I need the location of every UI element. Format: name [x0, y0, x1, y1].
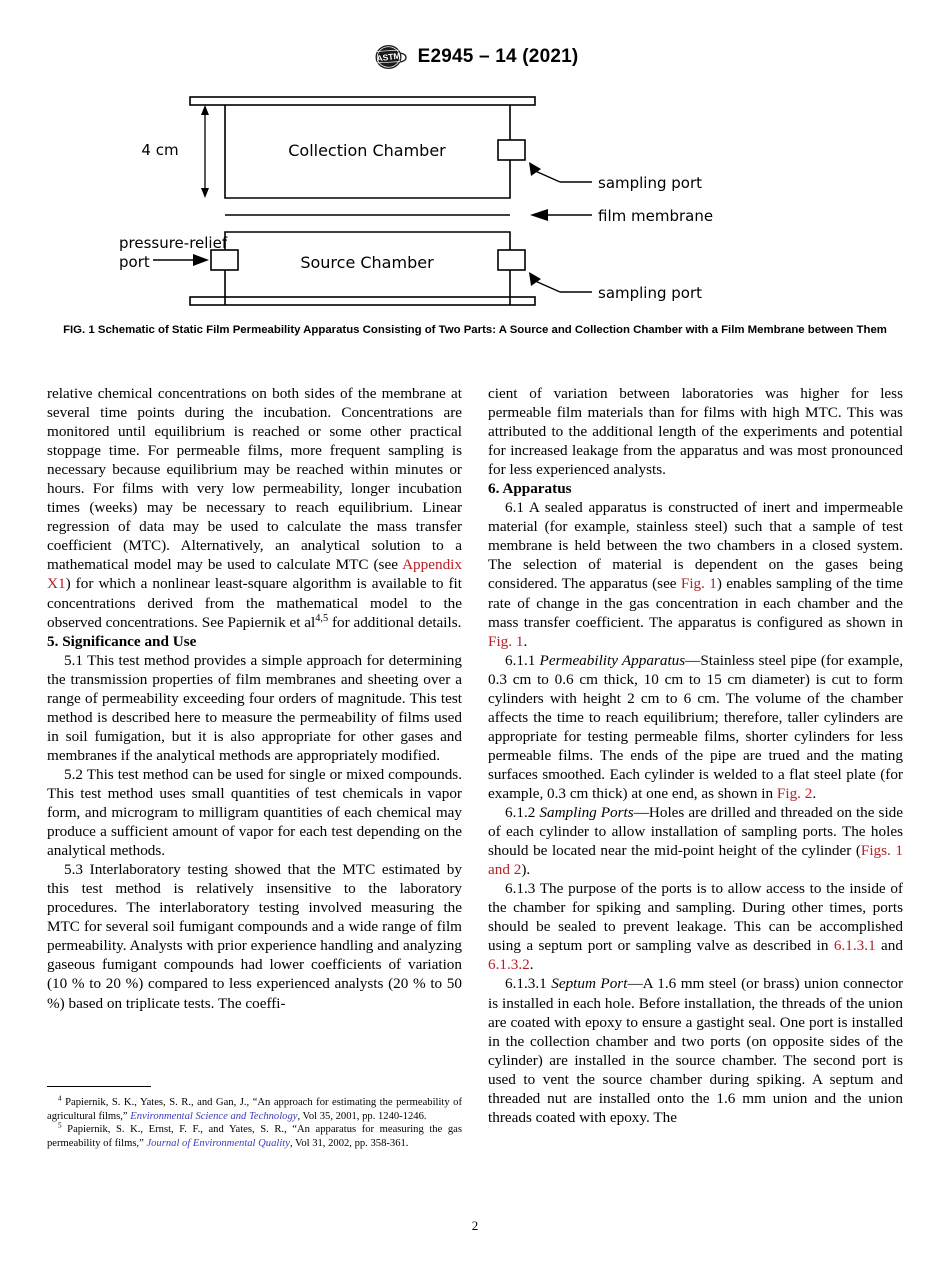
footnote-number-5: 5 [58, 1121, 62, 1130]
paragraph-text: —Holes are drilled and threaded on the side of each cylinder to allow installation of sampling ports. The holes should be located near the mid-point height of the cylinder ( [488, 804, 903, 860]
xref-figs-1-and-2[interactable]: Figs. 1 and 2 [488, 842, 904, 879]
figure-1-svg [105, 92, 845, 317]
astm-logo-icon [372, 44, 408, 70]
figure-label-collection-chamber: Collection Chamber [288, 141, 446, 160]
paragraph-5-1: 5.1 This test method provides a simple approach for determining the transmission properties of film membranes and sheeting over a range of permeability exceeding four orders of magnitude. This test method is described here to measure the permeability of films used in soil fumigation, but it is also appropriate for other gases and membranes if the analytical methods are appropriately modified. [47, 651, 462, 764]
paragraph-run-in-title: Septum Port [551, 975, 628, 993]
paragraph-text: —A 1.6 mm steel (or brass) union connector is installed in each hole. Before installation, the threads of the union are coated with epoxy to ensure a gastight seal. One port is installed in the collection chamber and two ports (on opposite sides of the cylinder) are installed in the source chamber. The second port is used to vent the source chamber during spiking. A septum and threaded nut are installed onto the 1.6 mm union and the union threads coated with epoxy. The [488, 975, 904, 1126]
svg-text:ASTM: ASTM [375, 50, 401, 64]
page-number: 2 [471, 1218, 479, 1233]
footnote-text: Papiernik, S. K., Ernst, F. F., and Yates, S. R., “An apparatus for measuring the gas permeability of films,” [47, 1124, 462, 1149]
paragraph-text: 6.1.3 The purpose of the ports is to allow access to the inside of the chamber for spiking and sampling. During other times, ports should be sealed to prevent leakage. This can be accomplished using a septum port or sampling valve as described in [488, 880, 903, 955]
leader-arrow-film-membrane [530, 209, 548, 221]
figure-label-sampling-port-top: sampling port [598, 174, 703, 192]
figure-label-film-membrane: film membrane [598, 207, 714, 225]
figure-label-height-dimension: 4 cm [141, 141, 179, 159]
footnote-journal-title[interactable]: Environmental Science and Technology [130, 1110, 298, 1122]
section-heading-5: 5. Significance and Use [47, 632, 197, 650]
document-designation: E2945 – 14 (2021) [417, 46, 579, 67]
paragraph-5-3: 5.3 Interlaboratory testing showed that the MTC estimated by this test method is relatively insensitive to the laboratory procedures. The interlaboratory testing involved measuring the MTC for several soil fumigant compounds and a wide range of film permeability. Analysts with prior experience handling and analyzing gaseous fumigant compounds had lower coefficients of variation (10 % to 20 %) compared to less experienced analysts (20 % to 50 %) based on triplicate tests. The coeffi- [47, 861, 462, 1012]
leader-arrow-sampling-port-top [529, 162, 541, 176]
section-heading-6: 6. Apparatus [488, 480, 572, 498]
xref-fig-1-a[interactable]: Fig. 1 [680, 575, 717, 593]
paragraph-text: relative chemical concentrations on both sides of the membrane at several time points during the incubation. Concentrations are monitored until equilibrium is reached or some other practical stoppage time. For permeable films, more frequent sampling is necessary because equilibrium may be reached within minutes or hours. For films with very low permeability, longer incubation times (weeks) may be necessary to reach equilibrium. Linear regression of data may be used to calculate the mass transfer coefficient (MTC). Alternatively, an analytical solution to a mathematical model may be used to calculate MTC (see [47, 385, 462, 574]
paragraph-6-1-3 [488, 879, 903, 974]
leader-arrow-pressure-relief-port [193, 254, 209, 266]
figure-1-schematic [0, 92, 950, 317]
paragraph-text-3: . [523, 632, 528, 650]
paragraph-text-2: ) enables sampling of the time rate of change in the gas concentration in each chamber and the mass transfer coefficient. The apparatus is configured as shown in [488, 575, 904, 631]
paragraph-run-in-title: Permeability Apparatus [539, 651, 686, 669]
paragraph-continued-right: cient of variation between laboratories was higher for less permeable film materials than for films with high MTC. This was attributed to the additional length of the experiments and potential for increased leakage from the apparatus and was most pronounced for less experienced analysts. [488, 385, 903, 479]
paragraph-6-1-2 [488, 803, 903, 879]
paragraph-6-1 [488, 498, 903, 650]
dimension-arrow-up [201, 105, 209, 115]
figure-label-source-chamber: Source Chamber [300, 253, 434, 272]
paragraph-number: 6.1.1 [505, 651, 540, 669]
footnote-text-2: , Vol 31, 2002, pp. 358-361. [289, 1137, 409, 1149]
paragraph-text-3: for additional details. [328, 613, 462, 631]
figure-label-sampling-port-bottom: sampling port [598, 284, 703, 302]
page-header [0, 44, 950, 70]
footnote-5 [47, 1123, 462, 1150]
paragraph-text-2: ) for which a nonlinear least-square algorithm is available to fit concentrations derived from the mathematical model to the observed concentrations. See Papiernik et al [47, 575, 462, 631]
xref-fig-1-b[interactable]: Fig. 1 [488, 632, 524, 650]
xref-appendix-x1[interactable]: Appendix X1 [47, 556, 462, 593]
paragraph-text: 6.1 A sealed apparatus is constructed of inert and impermeable material (for example, stainless steel) such that a sample of test membrane is held between the two chambers in a closed system. The selection of material is dependent on the gases being considered. The apparatus (see [488, 499, 903, 593]
left-column [47, 384, 462, 1013]
footnote-text-2: , Vol 35, 2001, pp. 1240-1246. [297, 1110, 427, 1122]
figure-1-caption: FIG. 1 Schematic of Static Film Permeability Apparatus Consisting of Two Parts: A Source and Collection Chamber with a Film Membrane between Them [63, 324, 887, 336]
paragraph-text: —Stainless steel pipe (for example, 0.3 cm to 0.6 cm thick, 10 cm to 15 cm diameter) is cut to form cylinders with height 2 cm to 6 cm. The volume of the chamber affects the time to reach equilibrium; therefore, taller cylinders are appropriate for testing permeable films, shorter cylinders for less permeable films. The ends of the pipe are trued and the mating surfaces smoothed. Each cylinder is welded to a flat steel plate (for example, 0.3 cm thick) at one end, as shown in [488, 651, 903, 802]
footnote-4 [47, 1096, 462, 1123]
footnote-number-4: 4 [58, 1094, 62, 1103]
xref-6-1-3-2[interactable]: 6.1.3.2 [488, 956, 530, 974]
footnote-separator-rule [47, 1086, 151, 1087]
paragraph-6-1-3-1 [488, 974, 903, 1126]
paragraph-5-2: 5.2 This test method can be used for single or mixed compounds. This test method uses small quantities of test chemicals in vapor form, and microgram to milligram quantities of each chemical may produce a sufficient amount of vapor for each test depending on the analytical methods. [47, 765, 462, 860]
paragraph-text-2: ). [521, 861, 531, 879]
xref-6-1-3-1[interactable]: 6.1.3.1 [833, 937, 876, 955]
paragraph-number: 6.1.2 [505, 804, 540, 822]
footnote-journal-title[interactable]: Journal of Environmental Quality [146, 1137, 290, 1149]
footnotes-block [47, 1086, 462, 1150]
paragraph-6-1-1 [488, 651, 903, 803]
footnote-text: Papiernik, S. K., Yates, S. R., and Gan, J., “An approach for estimating the permeability of agricultural films,” [47, 1097, 462, 1122]
paragraph-text-3: . [529, 956, 534, 974]
figure-label-pressure-relief-line1: pressure-relief [119, 234, 228, 252]
leader-arrow-sampling-port-bottom [529, 272, 541, 286]
paragraph-text-2: and [875, 937, 903, 955]
xref-fig-2[interactable]: Fig. 2 [776, 784, 813, 802]
paragraph-text-2: . [812, 784, 817, 802]
paragraph-number: 6.1.3.1 [505, 975, 552, 993]
figure-label-pressure-relief-line2: port [119, 253, 150, 271]
right-column [488, 384, 903, 1127]
paragraph-run-in-title: Sampling Ports [539, 804, 634, 822]
footnote-marker-4-5[interactable]: 4,5 [315, 612, 329, 624]
paragraph-continued-left [47, 384, 462, 632]
dimension-arrow-down [201, 188, 209, 198]
